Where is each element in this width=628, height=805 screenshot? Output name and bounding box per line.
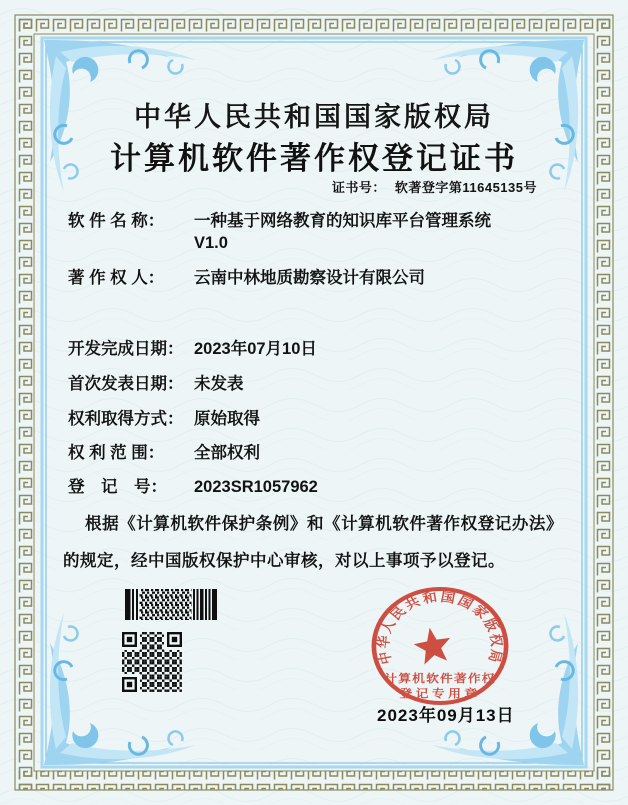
field-dev-complete-date — [68, 338, 586, 360]
barcode-icon — [125, 589, 217, 620]
field-label: 权 利 范 围： — [68, 444, 165, 462]
official-seal — [360, 573, 520, 719]
seal-line1: 计算机软件著作权 — [384, 671, 496, 685]
field-value — [194, 408, 586, 430]
field-value — [194, 373, 586, 395]
field-value-line: 云南中林地质勘察设计有限公司 — [194, 269, 425, 287]
qr-finder-top-right — [164, 632, 182, 650]
field-rights-acquisition — [68, 408, 586, 430]
registration-statement: 根据《计算机软件保护条例》和《计算机软件著作权登记办法》的规定，经中国版权保护中心审核，对以上事项予以登记。 — [63, 515, 563, 570]
field-label: 开发完成日期： — [68, 340, 184, 358]
certificate-number — [332, 177, 537, 196]
seal-line2: 登记专用章 — [399, 686, 481, 700]
field-label: 首次发表日期： — [68, 375, 184, 393]
seal-ring-text: 中华人民共和国国家版权局 — [375, 589, 505, 666]
field-label: 著 作 权 人： — [68, 269, 165, 287]
star-icon — [411, 625, 454, 666]
field-value — [194, 210, 586, 254]
field-value-line: V1.0 — [194, 234, 228, 252]
field-value — [194, 267, 586, 289]
field-value-line: 一种基于网络教育的知识库平台管理系统 — [194, 212, 491, 230]
field-copyright-owner — [68, 267, 586, 289]
certificate-number-label: 证书号： — [331, 180, 386, 195]
qr-finder-bottom-left — [122, 674, 140, 692]
certificate-title: 计算机软件著作权登记证书 — [110, 141, 518, 176]
field-value-line: 2023年07月10日 — [194, 340, 317, 358]
field-value — [194, 442, 586, 464]
field-first-publish-date — [68, 373, 586, 395]
qr-code-icon — [122, 632, 182, 692]
field-rights-scope — [68, 442, 586, 464]
field-label: 权利取得方式： — [68, 410, 184, 428]
field-value-line: 2023SR1057962 — [194, 478, 318, 496]
field-software-name — [68, 210, 586, 254]
field-value-line: 全部权利 — [194, 444, 260, 462]
field-value — [194, 338, 586, 360]
field-label: 登 记 号： — [68, 478, 167, 496]
field-value-line: 原始取得 — [194, 410, 260, 428]
qr-finder-top-left — [122, 632, 140, 650]
field-value-line: 未发表 — [194, 375, 244, 393]
certificate-number-value: 软著登字第11645135号 — [394, 180, 537, 195]
field-value — [194, 476, 586, 498]
issue-date: 2023年09月13日 — [377, 706, 515, 725]
field-registration-number — [68, 476, 586, 498]
authority-name: 中华人民共和国国家版权局 — [134, 102, 494, 132]
field-label: 软 件 名 称： — [68, 212, 165, 230]
